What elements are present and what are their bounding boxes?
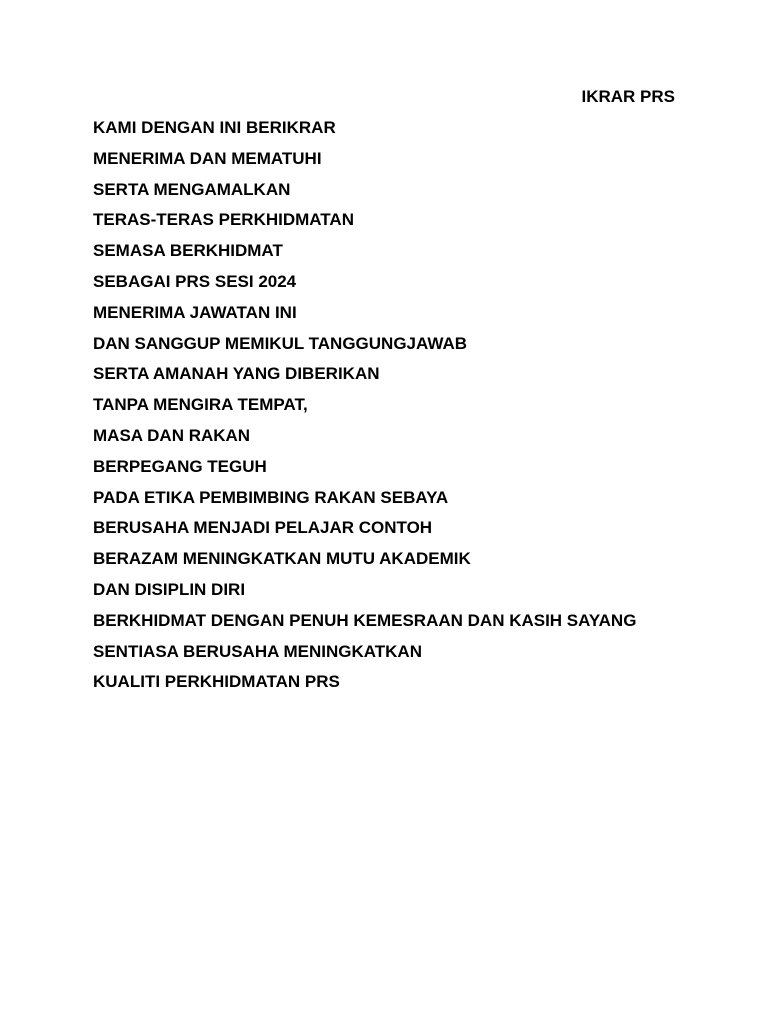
pledge-line-1: KAMI DENGAN INI BERIKRAR — [93, 118, 336, 137]
pledge-line-18: SENTIASA BERUSAHA MENINGKATKAN — [93, 641, 422, 661]
pledge-line-9: SERTA AMANAH YANG DIBERIKAN — [93, 364, 380, 384]
pledge-line-7: MENERIMA JAWATAN INI — [93, 302, 297, 322]
pledge-line-19: KUALITI PERKHIDMATAN PRS — [93, 672, 340, 692]
pledge-line-15: BERAZAM MENINGKATKAN MUTU AKADEMIK — [93, 549, 471, 569]
pledge-line-17: BERKHIDMAT DENGAN PENUH KEMESRAAN DAN KASIH SAYANG — [93, 610, 637, 630]
pledge-line-13: PADA ETIKA PEMBIMBING RAKAN SEBAYA — [93, 487, 449, 507]
pledge-line-12: BERPEGANG TEGUH — [93, 456, 267, 476]
pledge-line-11: MASA DAN RAKAN — [93, 425, 251, 445]
pledge-line-2: MENERIMA DAN MEMATUHI — [93, 148, 322, 168]
document-title: IKRAR PRS — [581, 87, 675, 106]
pledge-line-5: SEMASA BERKHIDMAT — [93, 241, 283, 261]
pledge-line-3: SERTA MENGAMALKAN — [93, 179, 291, 199]
pledge-line-10: TANPA MENGIRA TEMPAT, — [93, 395, 308, 415]
pledge-line-6: SEBAGAI PRS SESI 2024 — [93, 271, 297, 291]
pledge-line-8: DAN SANGGUP MEMIKUL TANGGUNGJAWAB — [93, 333, 468, 353]
pledge-line-16: DAN DISIPLIN DIRI — [93, 579, 246, 599]
pledge-text — [93, 117, 636, 702]
pledge-line-14: BERUSAHA MENJADI PELAJAR CONTOH — [93, 518, 433, 538]
pledge-line-4: TERAS-TERAS PERKHIDMATAN — [93, 210, 354, 230]
